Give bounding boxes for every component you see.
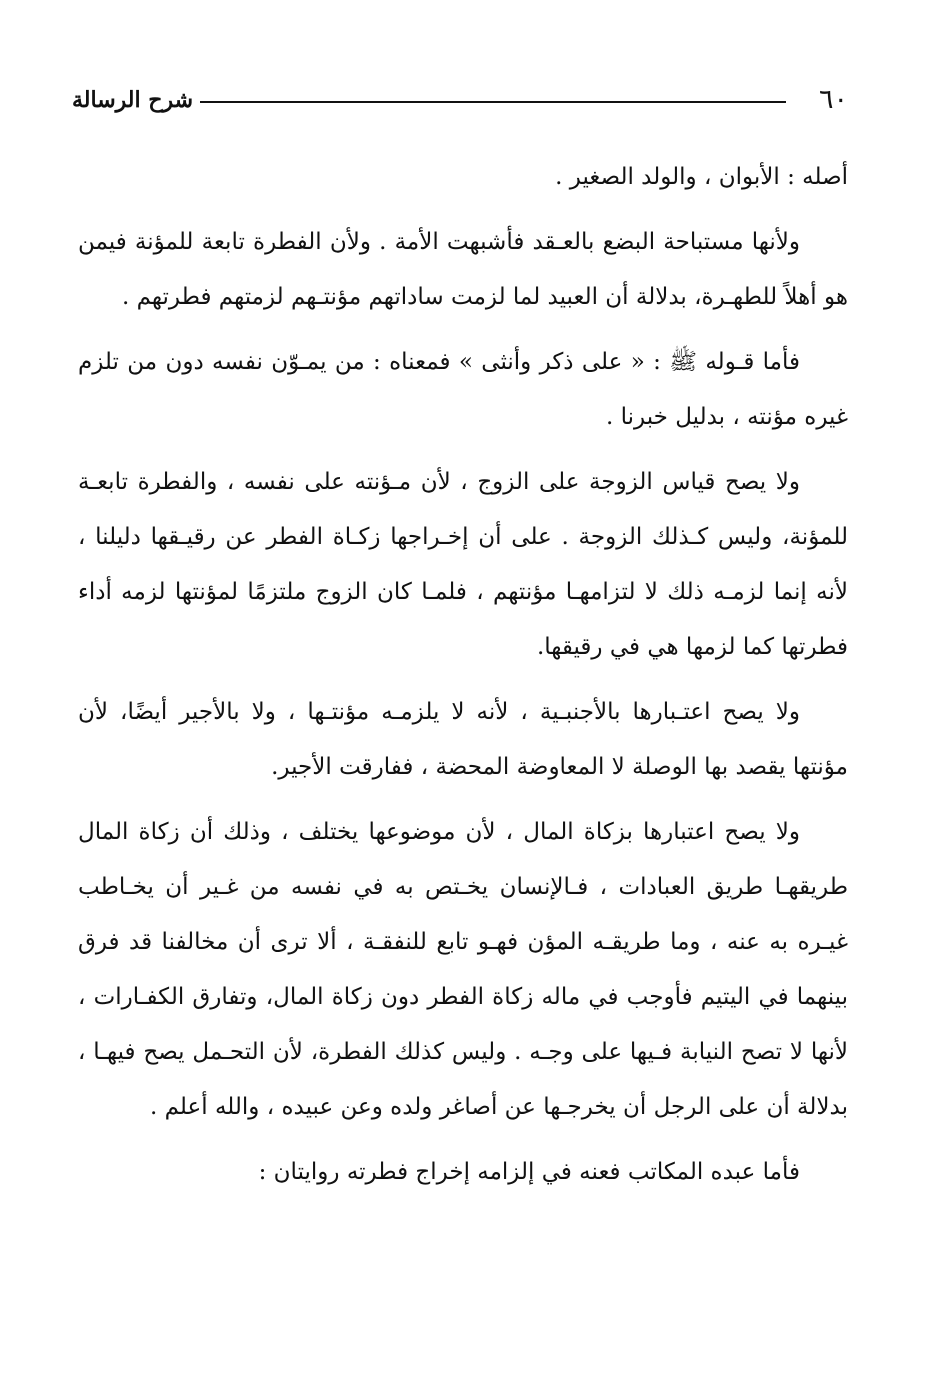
paragraph: فأما عبده المكاتب فعنه في إلزامه إخراج فطرته روايتان : (258, 1159, 800, 1185)
paragraph: فأما قـوله ﷺ : « على ذكر وأنثى » فمعناه : من يمـوّن نفسه دون من تلزم غيره مؤنته ، بدليل خبرنا . (78, 349, 848, 430)
book-title: شرح الرسالة (72, 87, 194, 113)
paragraph: ولأنها مستباحة البضع بالعـقد فأشبهت الأمة . ولأن الفطرة تابعة للمؤنة فيمن هو أهلاً للطهـرة، بدلالة أن العبيد لما لزمت ساداتهم مؤنتـهم لزمتهم فطرتهم . (78, 229, 848, 310)
paragraph: ولا يصح قياس الزوجة على الزوج ، لأن مـؤنته على نفسه ، والفطرة تابعـة للمؤنة، وليس كـذلك الزوجة . على أن إخـراجها زكـاة الفطر عن رقيـقها دليلنا ، لأنه إنما لزمـه ذلك لا لتزامهـا مؤنتهم ، فلمـا كان الزوج ملتزمًا لمؤنتها لزمه أداء فطرتها كما لزمها هي في رقيقها. (78, 469, 848, 660)
paragraph: ولا يصح اعتـبارها بالأجنبـية ، لأنه لا يلزمـه مؤنتـها ، ولا بالأجير أيضًا، لأن مؤنتها يقصد بها الوصلة لا المعاوضة المحضة ، ففارقت الأجير. (78, 699, 848, 780)
page-body (78, 150, 848, 1210)
paragraph: ولا يصح اعتبارها بزكاة المال ، لأن موضوعها يختلف ، وذلك أن زكاة المال طريقهـا طريق العبادات ، فـالإنسان يخـتص به في نفسه من غـير أن يخـاطب غيـره به عنه ، وما طريقـه المؤن فهـو تابع للنفقـة ، ألا ترى أن مخالفنا قد فرق بينهما في اليتيم فأوجب في ماله زكاة الفطر دون زكاة المال، وتفارق الكفـارات ، لأنها لا تصح النيابة فـيها على وجـه . وليس كذلك الفطرة، لأن التحـمل يصح فيهـا ، بدلالة أن على الرجل أن يخرجـها عن أصاغر ولده وعن عبيده ، والله أعلم . (78, 819, 848, 1120)
paragraph: أصله : الأبوان ، والولد الصغير . (555, 164, 848, 190)
page-number: ٦٠ (818, 84, 848, 115)
running-head (72, 82, 848, 122)
header-rule (200, 101, 786, 103)
